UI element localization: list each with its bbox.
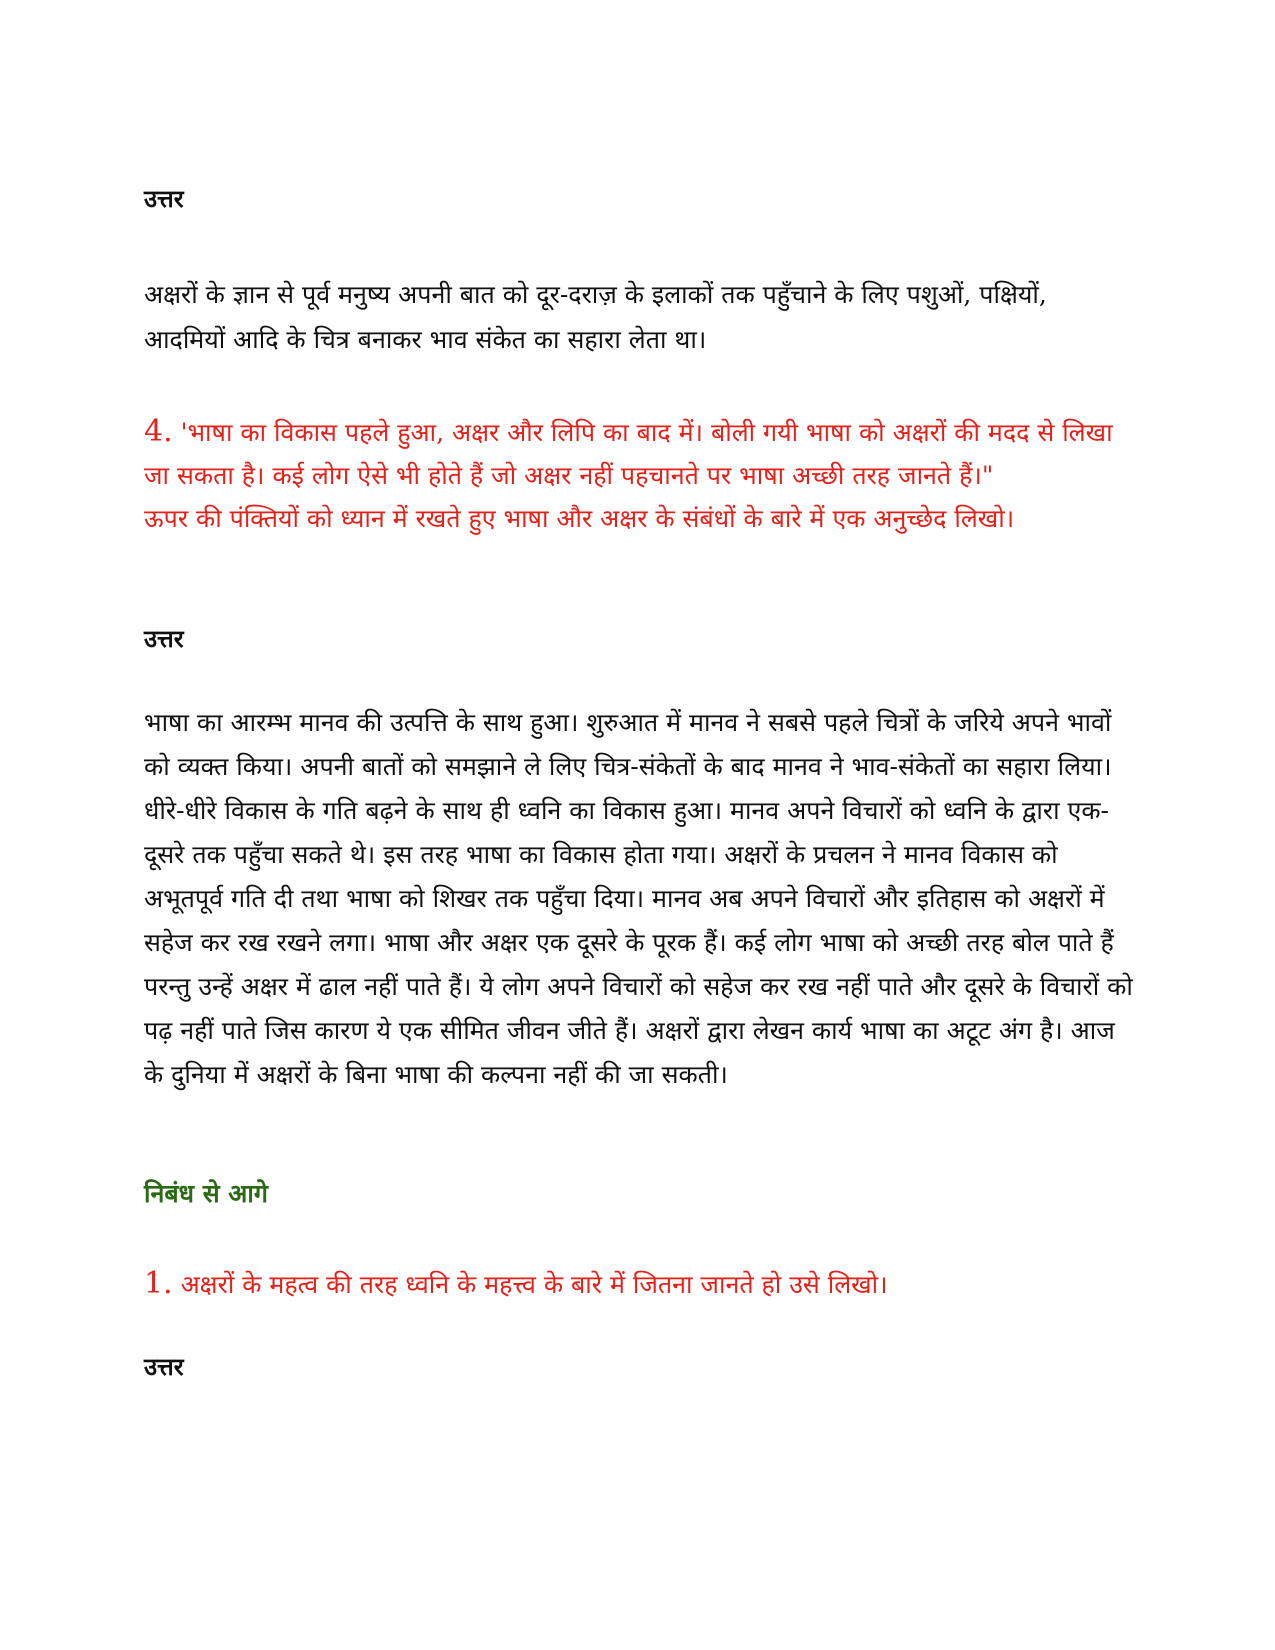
question-4 xyxy=(144,410,1134,540)
answer-label: उत्तर xyxy=(144,184,184,213)
question-1 xyxy=(144,1262,1134,1306)
question-text: अक्षरों के महत्व की तरह ध्वनि के महत्त्व के बारे में जितना जानते हो उसे लिखो। xyxy=(180,1270,888,1299)
answer-label: उत्तर xyxy=(144,624,184,653)
answer-label: उत्तर xyxy=(144,1352,184,1381)
answer-paragraph-3: अक्षरों के ज्ञान से पूर्व मनुष्य अपनी बात को दूर-दराज़ के इलाकों तक पहुँचाने के लिए पशुओं, पक्षियों, आदमियों आदि के चित्र बनाकर भाव संकेत का सहारा लेता था। xyxy=(144,280,1047,354)
question-number: 4. xyxy=(144,414,173,449)
question-instruction: ऊपर की पंक्तियों को ध्यान में रखते हुए भाषा और अक्षर के संबंधों के बारे में एक अनुच्छेद लिखो। xyxy=(144,504,1015,533)
question-quote: 'भाषा का विकास पहले हुआ, अक्षर और लिपि का बाद में। बोली गयी भाषा को अक्षरों की मदद से लिखा जा सकता है। कई लोग ऐसे भी होते हैं जो अक्षर नहीं पहचानते पर भाषा अच्छी तरह जानते हैं।" xyxy=(144,418,1113,490)
section-heading: निबंध से आगे xyxy=(144,1179,268,1208)
answer-paragraph-4: भाषा का आरम्भ मानव की उत्पत्ति के साथ हुआ। शुरुआत में मानव ने सबसे पहले चित्रों के जरिये अपने भावों को व्यक्त किया। अपनी बातों को समझाने ले लिए चित्र-संकेतों के बाद मानव ने भाव-संकेतों का सहारा लिया। धीरे-धीरे विकास के गति बढ़ने के साथ ही ध्वनि का विकास हुआ। मानव अपने विचारों को ध्वनि के द्वारा एक-दूसरे तक पहुँचा सकते थे। इस तरह भाषा का विकास होता गया। अक्षरों के प्रचलन ने मानव विकास को अभूतपूर्व गति दी तथा भाषा को शिखर तक पहुँचा दिया। मानव अब अपने विचारों और इतिहास को अक्षरों में सहेज कर रख रखने लगा। भाषा और अक्षर एक दूसरे के पूरक हैं। कई लोग भाषा को अच्छी तरह बोल पाते हैं परन्तु उन्हें अक्षर में ढाल नहीं पाते हैं। ये लोग अपने विचारों को सहेज कर रख नहीं पाते और दूसरे के विचारों को पढ़ नहीं पाते जिस कारण ये एक सीमित जीवन जीते हैं। अक्षरों द्वारा लेखन कार्य भाषा का अटूट अंग है। आज के दुनिया में अक्षरों के बिना भाषा की कल्पना नहीं की जा सकती। xyxy=(144,708,1133,1089)
question-number: 1. xyxy=(144,1266,173,1301)
